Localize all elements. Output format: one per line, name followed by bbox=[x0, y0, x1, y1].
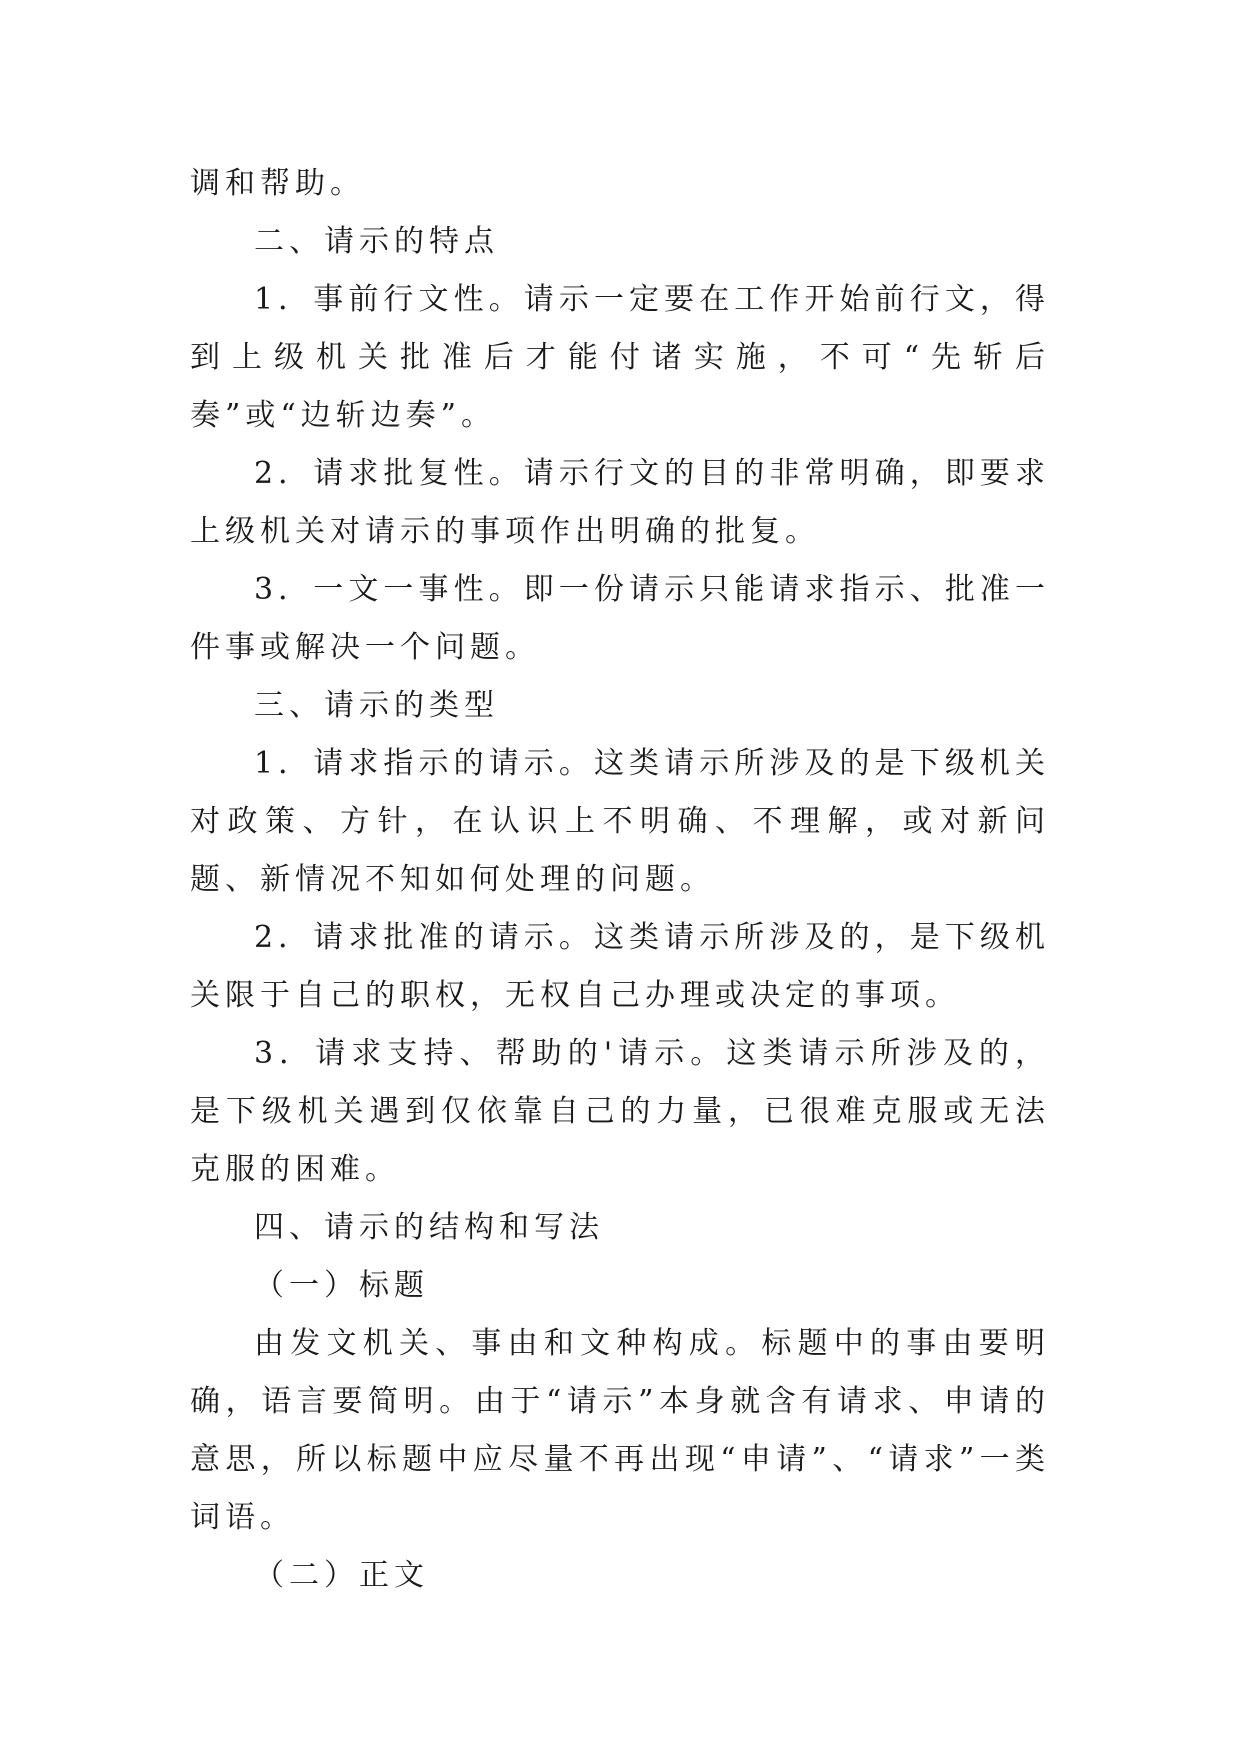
section-heading-types: 三、请示的类型 bbox=[254, 688, 499, 723]
section-heading-features: 二、请示的特点 bbox=[254, 224, 499, 259]
section-heading-structure: 四、请示的结构和写法 bbox=[254, 1210, 604, 1245]
paragraph-type-3: 3．请求支持、帮助的'请示。这类请示所涉及的，是下级机关遇到仅依靠自己的力量，已很难克服或无法克服的困难。 bbox=[190, 1036, 1050, 1187]
subheading-body: （二）正文 bbox=[254, 1558, 429, 1593]
paragraph-type-1: 1．请求指示的请示。这类请示所涉及的是下级机关对政策、方针，在认识上不明确、不理解，或对新问题、新情况不知如何处理的问题。 bbox=[190, 746, 1050, 897]
paragraph-type-2: 2．请求批准的请示。这类请示所涉及的，是下级机关限于自己的职权，无权自己办理或决定的事项。 bbox=[190, 920, 1050, 1013]
paragraph-feature-2: 2．请求批复性。请示行文的目的非常明确，即要求上级机关对请示的事项作出明确的批复。 bbox=[190, 456, 1050, 549]
paragraph-title-description: 由发文机关、事由和文种构成。标题中的事由要明确，语言要简明。由于“请示”本身就含有请求、申请的意思，所以标题中应尽量不再出现“申请”、“请求”一类词语。 bbox=[190, 1326, 1050, 1535]
subheading-title: （一）标题 bbox=[254, 1268, 429, 1303]
document-body bbox=[190, 155, 1050, 1605]
paragraph-feature-1: 1．事前行文性。请示一定要在工作开始前行文，得到上级机关批准后才能付诸实施，不可“先斩后奏”或“边斩边奏”。 bbox=[190, 282, 1050, 433]
paragraph-feature-3: 3．一文一事性。即一份请示只能请求指示、批准一件事或解决一个问题。 bbox=[190, 572, 1050, 665]
paragraph-continuation: 调和帮助。 bbox=[190, 166, 365, 201]
